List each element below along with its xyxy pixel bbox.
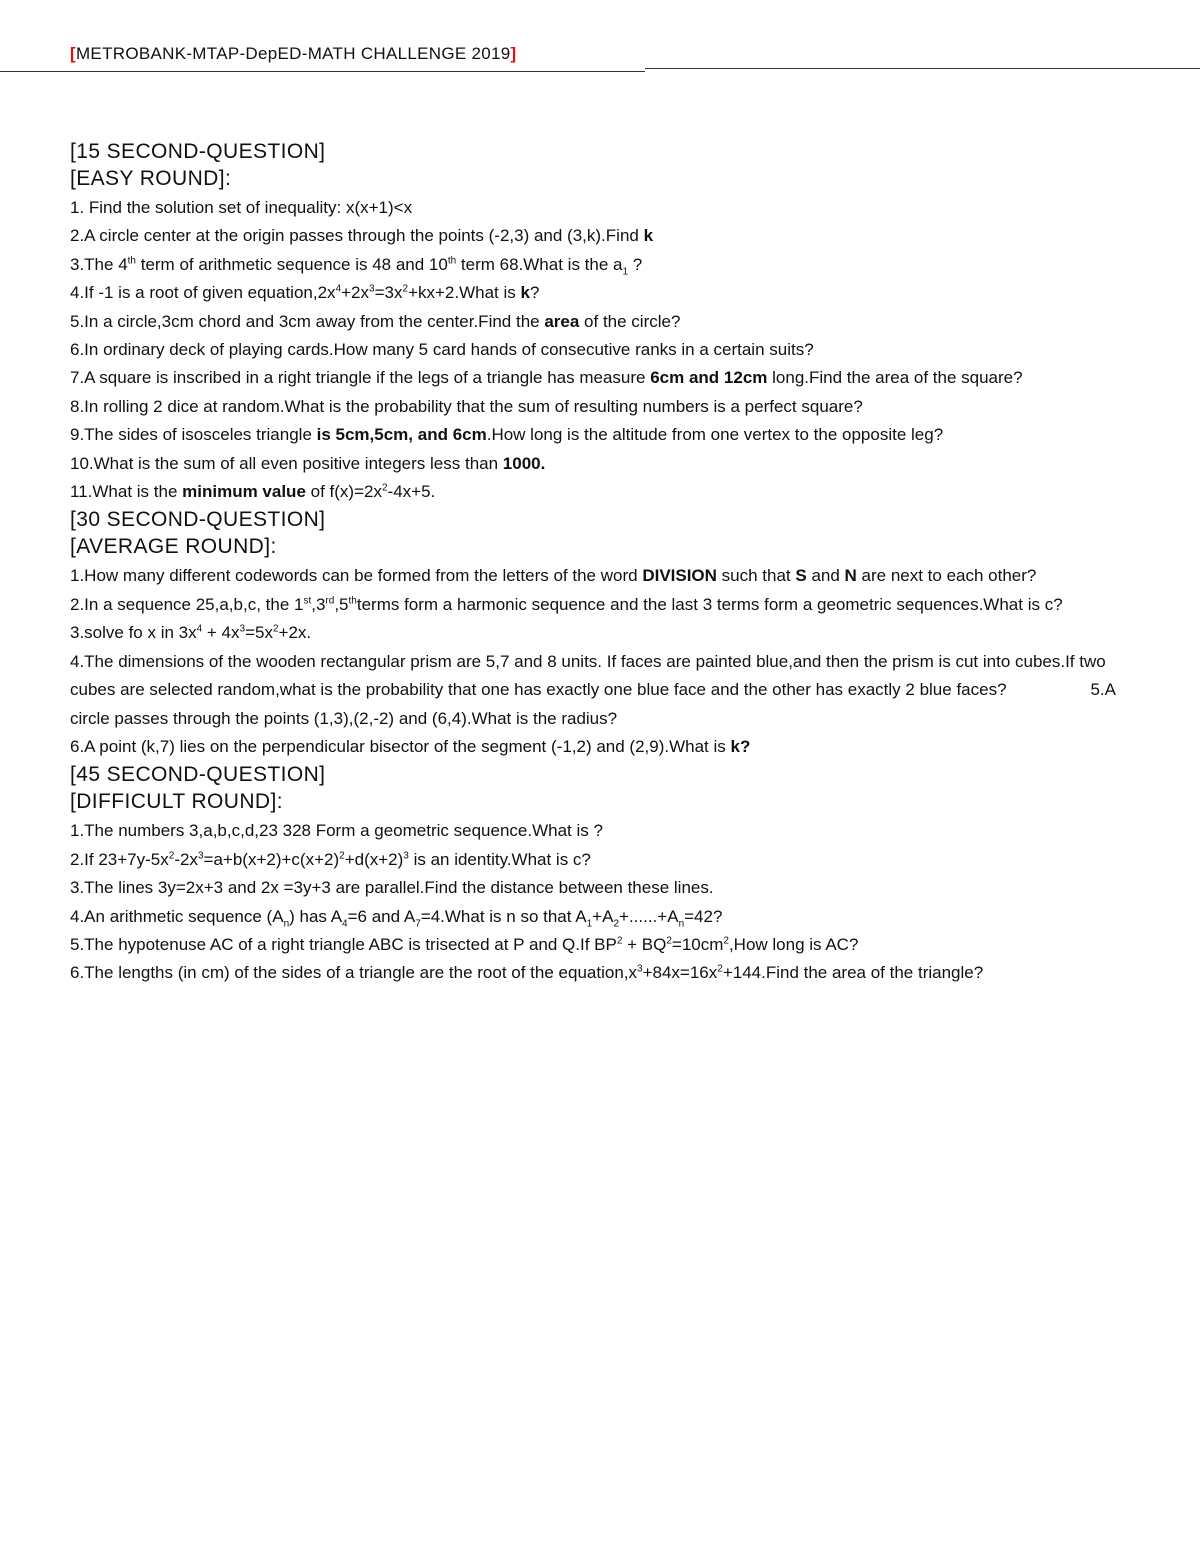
question-text: 1.How many different codewords can be formed from the letters of the word [70,566,643,586]
question-text: 5.The hypotenuse AC of a right triangle ABC is trisected at P and Q.If BP [70,934,617,954]
question-text: =42? [684,906,723,926]
section-round-average: [AVERAGE ROUND]: [70,535,277,559]
question-text: -4x+5. [387,482,436,502]
question-emphasis: minimum value [182,482,306,502]
question-text: terms form a harmonic sequence and the last 3 terms form a geometric sequences.What is c? [356,594,1063,614]
question-emphasis: 1000 [502,453,541,473]
question-text: ? [628,254,643,274]
difficult-question-3: 3.The lines 3y=2x+3 and 2x =3y+3 are parallel.Find the distance between these lines. [70,878,714,898]
question-emphasis: area [544,311,580,331]
section-time-easy: [15 SECOND-QUESTION] [70,140,326,163]
question-text: 4.An arithmetic sequence (A [70,906,284,926]
page-header [70,44,517,64]
question-text: 3.solve fo x in 3x [70,623,197,643]
easy-question-4 [70,279,1130,307]
question-text: =a+b(x+2)+c(x+2) [203,849,340,869]
easy-question-9 [70,421,1130,449]
difficult-question-5 [70,931,1130,959]
easy-question-3 [70,251,1130,279]
question-text: ? [529,283,540,303]
question-text: of the circle? [579,311,681,331]
question-text: 3.The 4 [70,254,128,274]
easy-question-10 [70,450,1130,478]
question-text: .How long is the altitude from one vertex to the opposite leg? [486,425,944,445]
average-question-6 [70,733,1130,761]
easy-question-7 [70,364,1130,392]
question-text: 11.What is the [70,482,183,502]
question-text: =4.What is n so that A [420,906,587,926]
easy-question-11 [70,478,1130,506]
superscript: 2 [168,850,175,862]
superscript: 2 [616,935,623,947]
question-text: 4.The dimensions of the wooden rectangular prism are 5,7 and 8 units. If faces are painted blue,and then the prism is cut into cubes.If two cubes are selected random,what is the probability that one has exactly one blue face and the other has exactly 2 blue faces? [70,651,1106,700]
question-text: +A [592,906,614,926]
easy-question-8: 8.In rolling 2 dice at random.What is the probability that the sum of resulting numbers is a perfect square? [70,396,863,416]
header-rule [0,71,645,72]
average-question-1 [70,562,1130,590]
question-text: ) has A [289,906,343,926]
superscript: th [447,255,457,267]
subscript: 2 [613,917,620,929]
question-emphasis: is 5cm,5cm, and 6cm [316,425,487,445]
question-text: 2.If 23+7y-5x [70,849,169,869]
difficult-question-2 [70,846,1130,874]
easy-question-1: 1. Find the solution set of inequality: x(x+1)<x [70,198,413,217]
question-text: +144.Find the area of the triangle? [722,963,984,983]
question-text: long.Find the area of the square? [767,368,1023,388]
section-round-difficult: [DIFFICULT ROUND]: [70,790,283,814]
document-body [70,138,1130,988]
question-text: +......+A [619,906,679,926]
superscript: 2 [339,850,345,862]
question-emphasis: DIVISION [642,566,717,586]
average-question-3 [70,619,1130,647]
question-text: 6.The lengths (in cm) of the sides of a triangle are the root of the equation,x [70,963,637,983]
superscript: 2 [272,623,279,635]
question-text: such that [716,566,796,586]
superscript: th [348,595,357,607]
subscript: n [678,917,685,929]
question-text: ,5 [334,594,349,614]
question-text: -2x [174,849,198,869]
superscript: th [127,255,136,267]
question-text: + BQ [622,934,667,954]
easy-question-6: 6.In ordinary deck of playing cards.How many 5 card hands of consecutive ranks in a certain suits? [70,340,814,360]
average-question-5: circle passes through the points (1,3),(2,-2) and (6,4).What is the radius? [70,708,618,728]
question-emphasis: k [643,226,654,246]
question-text: 9.The sides of isosceles triangle [70,425,317,445]
easy-question-2 [70,222,1130,250]
superscript: 2 [717,963,723,975]
question-text: 7.A square is inscribed in a right triangle if the legs of a triangle has measure [70,368,651,388]
question-text: term of arithmetic sequence is 48 and 10 [136,254,448,274]
superscript: 4 [335,283,342,295]
subscript: 4 [342,917,348,929]
question-text: ,How long is AC? [728,934,859,954]
subscript: 1 [586,917,593,929]
section-time-difficult: [45 SECOND-QUESTION] [70,763,326,787]
easy-question-5 [70,308,1130,336]
question-text: ,3 [311,594,326,614]
subscript: 1 [622,266,629,278]
superscript: 3 [637,963,643,975]
difficult-question-1: 1.The numbers 3,a,b,c,d,23 328 Form a geometric sequence.What is ? [70,821,603,841]
superscript: 2 [402,283,409,295]
question-text: term 68.What is the a [456,254,623,274]
question-text: 4.If -1 is a root of given equation,2x [70,283,336,303]
question-text: are next to each other? [856,566,1037,586]
question-text: +2x. [278,623,312,643]
section-round-easy: [EASY ROUND]: [70,167,232,190]
superscript: 4 [196,623,203,635]
subscript: 7 [415,917,421,929]
superscript: st [303,595,312,607]
superscript: 3 [197,850,204,862]
question-text: 5.In a circle,3cm chord and 3cm away from the center.Find the [70,311,545,331]
question-text: + 4x [202,623,240,643]
difficult-question-4 [70,903,1130,931]
question-emphasis: . [540,453,546,473]
question-text: +84x=16x [642,963,718,983]
header-open-bracket: [ [70,44,76,63]
question-text: +kx+2.What is [408,283,521,303]
superscript: 3 [403,850,409,862]
question-text: of f(x)=2x [305,482,382,502]
average-question-2 [70,591,1130,619]
difficult-question-6 [70,959,1130,987]
question-text: is an identity.What is c? [408,849,591,869]
question-text: +d(x+2) [344,849,404,869]
header-title: METROBANK-MTAP-DepED-MATH CHALLENGE 2019 [75,44,511,63]
question-text: +2x [341,283,370,303]
question-emphasis: 6cm and 12cm [650,368,768,388]
question-text: =3x [374,283,403,303]
header-close-bracket: ] [510,44,517,63]
question-text: and [806,566,845,586]
superscript: 3 [369,283,375,295]
header-rule [645,68,1200,69]
question-text: 2.In a sequence 25,a,b,c, the 1 [70,594,304,614]
question-emphasis: k [520,283,530,303]
question-text: 10.What is the sum of all even positive integers less than [70,453,503,473]
question-text: =6 and A [347,906,416,926]
section-time-average: [30 SECOND-QUESTION] [70,508,326,532]
superscript: 2 [381,482,388,494]
question-text: =10cm [671,934,724,954]
question-emphasis: N [844,566,857,586]
superscript: rd [325,595,335,607]
superscript: 2 [666,935,672,947]
average-question-4 [70,648,1130,705]
question-text: =5x [245,623,273,643]
question-emphasis: k? [730,736,751,756]
question-text: 6.A point (k,7) lies on the perpendicular bisector of the segment (-1,2) and (2,9).What is [70,736,731,756]
question-number-tail: 5.A [1090,680,1116,700]
question-emphasis: S [795,566,807,586]
subscript: n [283,917,290,929]
question-text: 2.A circle center at the origin passes through the points (-2,3) and (3,k).Find [70,226,644,246]
superscript: 2 [723,935,729,947]
superscript: 3 [239,623,246,635]
